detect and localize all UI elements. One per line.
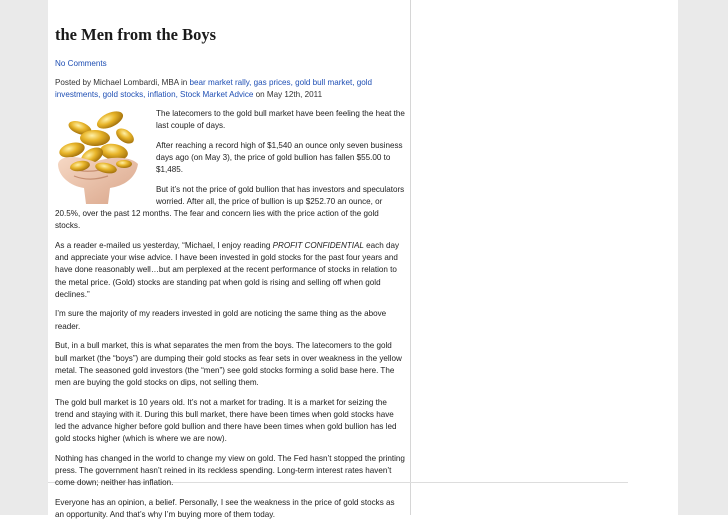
hand-holding-gold-coins-photo xyxy=(50,106,146,206)
body-paragraph-3: The gold bull market is 10 years old. It’s not a market for trading. It is a market for seizing the trend and staying with it. During this bull market, there have been times when gold stocks have led the advance higher before gold bullion and there have been times when gold bullion has led gold stocks higher (which is where we are now). xyxy=(55,397,397,444)
publication-name: PROFIT CONFIDENTIAL xyxy=(272,240,364,250)
reader-quote-after: each day and appreciate your wise advice. I have been invested in gold stocks for the past four years and have done reasonably well…but am perplexed at the recent performance of stocks in relation to the metal price. (Gold) stocks are standing pat when gold is rising and selling off when gold declines.” xyxy=(55,240,399,299)
intro-paragraph-1: The latecomers to the gold bull market have been feeling the heat the last couple of days. xyxy=(156,108,405,130)
article-intro xyxy=(55,108,405,233)
reader-quote-paragraph xyxy=(55,240,405,301)
intro-paragraph-2: After reaching a record high of $1,540 an ounce only seven business days ago (on May 3), the price of gold bullion has fallen $55.00 to $1,485. xyxy=(156,140,403,174)
body-paragraph-5: Everyone has an opinion, a belief. Personally, I see the weakness in the price of gold stocks as an opportunity. And that’s why I’m buying more of them today. xyxy=(55,498,395,520)
post-date: on May 12th, 2011 xyxy=(255,90,323,100)
article xyxy=(55,0,405,529)
body-paragraph-1: I’m sure the majority of my readers invested in gold are noticing the same thing as the above reader. xyxy=(55,309,387,331)
comments-link[interactable]: No Comments xyxy=(55,59,107,68)
right-margin xyxy=(678,0,728,515)
body-paragraph-4: Nothing has changed in the world to change my view on gold. The Fed hasn’t stopped the printing press. The government hasn’t reined in its reckless spending. Long-term interest rates haven’t come down; neither has inflation. xyxy=(55,453,405,488)
meta-prefix: Posted by Michael Lombardi, MBA in xyxy=(55,78,188,88)
body-paragraph-2: But, in a bull market, this is what separates the men from the boys. The latecomers to the gold bull market (the “boys”) are dumping their gold stocks as fear sets in over weakness in the yellow metal. The seasoned gold investors (the “men”) see gold stocks forming a solid base here. The men are buying the gold stocks on dips, not selling them. xyxy=(55,341,402,387)
post-meta xyxy=(55,77,405,101)
post-tags[interactable]: bear market rally, gas prices, gold bull market, gold investments, gold stocks, inflation, Stock Market Advice xyxy=(55,78,373,100)
article-title: the Men from the Boys xyxy=(55,25,217,44)
sidebar-divider xyxy=(410,0,411,515)
left-margin xyxy=(0,0,48,515)
intro-paragraph-3: But it’s not the price of gold bullion that has investors and speculators worried. After all, the price of bullion is up $252.70 an ounce, or 20.5%, over the past 12 months. The fear and concern lies with the price action of the gold stocks. xyxy=(55,184,405,231)
reader-quote-before: As a reader e-mailed us yesterday, “Michael, I enjoy reading xyxy=(55,240,273,250)
